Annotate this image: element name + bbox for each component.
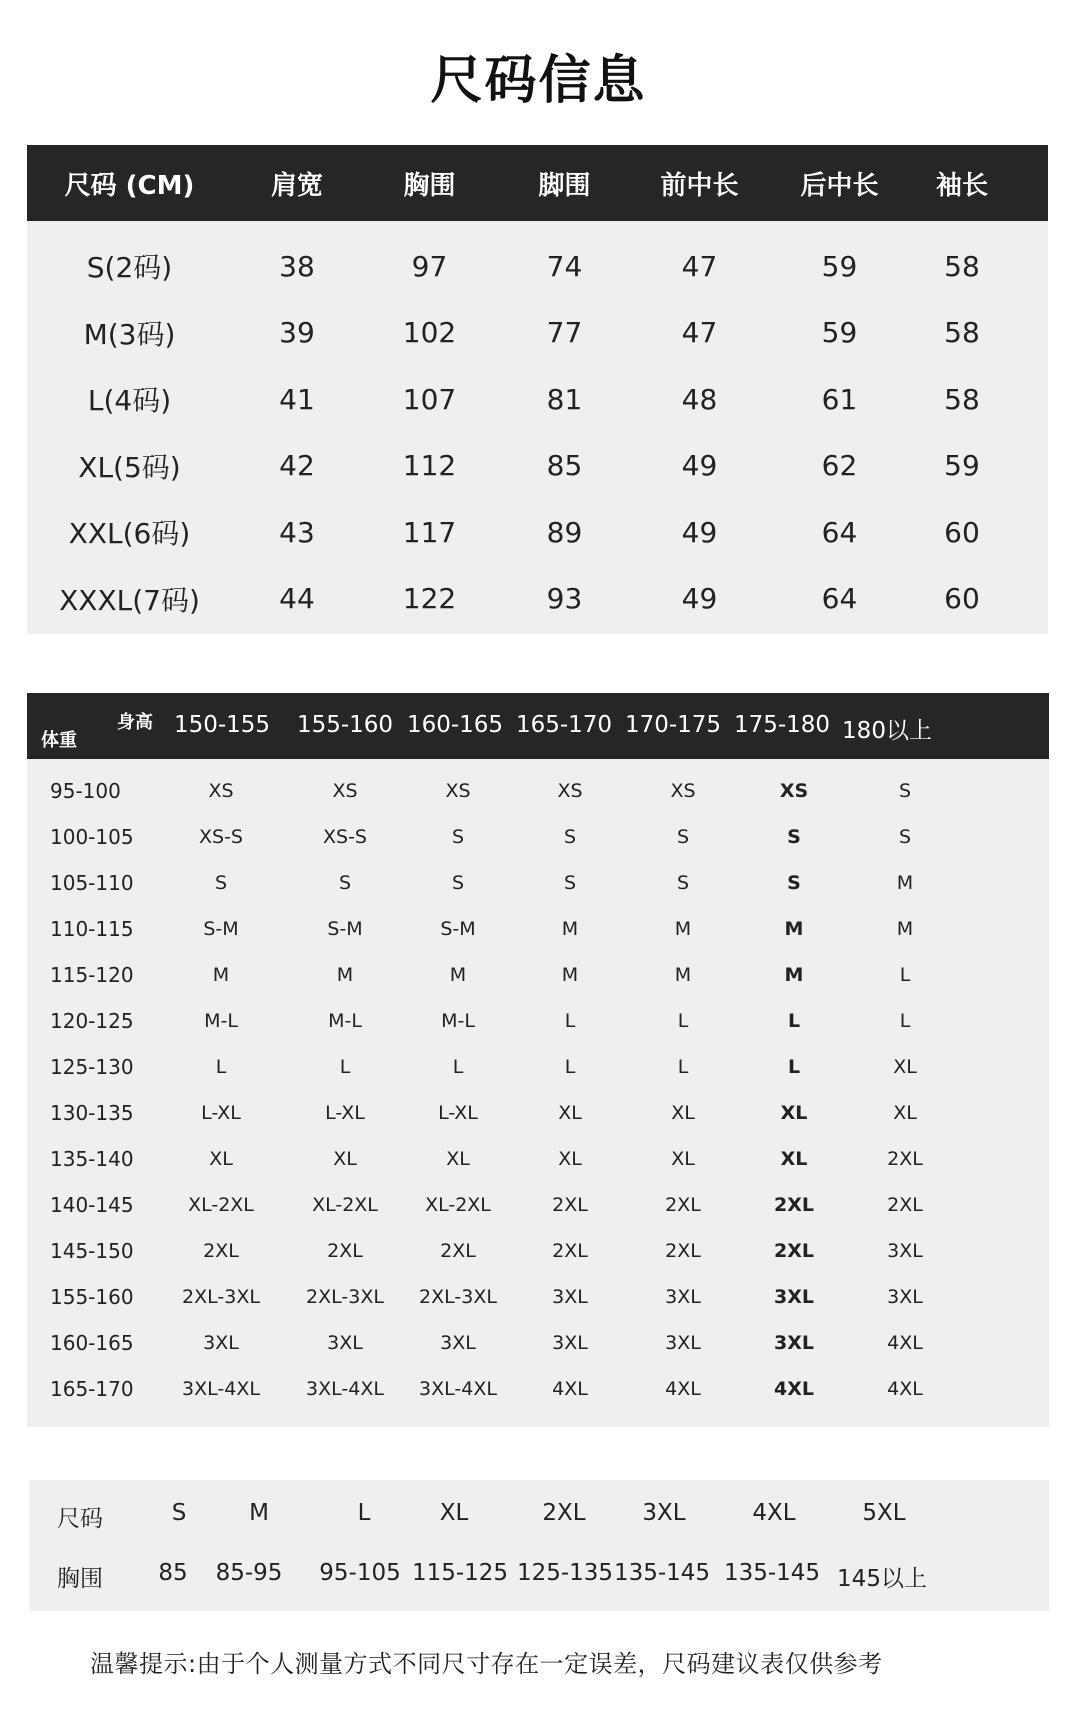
recommended-size-cell: XL <box>333 1148 357 1170</box>
measure-cell: 89 <box>546 515 583 549</box>
measure-cell: 74 <box>546 249 583 283</box>
recommended-size-cell: M-L <box>441 1010 475 1032</box>
chest-table-chest-row <box>29 1540 1049 1600</box>
recommended-size-cell: 3XL <box>887 1240 923 1262</box>
recommended-size-cell: 2XL <box>887 1148 923 1170</box>
weight-range-cell: 120-125 <box>50 1009 134 1033</box>
recommended-size-cell: 3XL <box>552 1332 588 1354</box>
recommended-size-cell: 2XL <box>203 1240 239 1262</box>
recommended-size-cell: M <box>896 872 914 894</box>
header-shoulder: 肩宽 <box>270 170 323 201</box>
measure-cell: 117 <box>402 515 457 549</box>
recommended-size-cell: 4XL <box>665 1378 701 1400</box>
recommended-size-cell: 4XL <box>887 1378 923 1400</box>
measure-cell: 60 <box>944 582 980 616</box>
size-cell: S(2码) <box>86 251 173 285</box>
header-hem: 脚围 <box>538 170 591 201</box>
measure-cell: 49 <box>681 582 718 616</box>
recommended-size-cell: XL <box>893 1056 917 1078</box>
size-cell: XL <box>439 1500 469 1526</box>
size-row-label: 尺码 <box>57 1506 103 1532</box>
recommended-size-cell: S-M <box>203 918 239 940</box>
measure-cell: 62 <box>821 449 858 483</box>
recommended-size-cell: M <box>561 964 579 986</box>
recommended-size-cell: XS-S <box>323 826 367 848</box>
recommended-size-cell: XS <box>332 780 358 802</box>
recommended-size-cell: L <box>899 1010 911 1032</box>
measure-cell: 44 <box>279 582 315 616</box>
size-cell: S <box>171 1500 187 1526</box>
measure-cell: 58 <box>944 316 980 350</box>
measure-cell: 59 <box>821 316 858 350</box>
size-cell: 3XL <box>642 1500 686 1526</box>
recommended-size-cell: S <box>676 872 690 894</box>
recommended-size-cell: L <box>787 1056 801 1078</box>
recommended-size-cell: L <box>452 1056 464 1078</box>
table-row <box>27 767 1049 813</box>
height-range-header: 160-165 <box>406 712 504 738</box>
recommended-size-cell: 2XL <box>327 1240 363 1262</box>
recommended-size-cell: M <box>784 964 804 986</box>
header-sleeve: 袖长 <box>935 170 988 201</box>
height-range-header: 175-180 <box>733 712 831 738</box>
recommended-size-cell: M-L <box>204 1010 238 1032</box>
size-cell: 4XL <box>752 1500 796 1526</box>
weight-range-cell: 95-100 <box>50 779 121 803</box>
recommended-size-cell: S <box>451 872 465 894</box>
chest-cell: 145以上 <box>837 1566 927 1592</box>
recommended-size-cell: L <box>677 1056 689 1078</box>
recommended-size-cell: XL-2XL <box>425 1194 491 1216</box>
recommended-size-cell: 3XL <box>327 1332 363 1354</box>
chest-cell: 85-95 <box>215 1560 283 1586</box>
recommended-size-cell: L <box>215 1056 227 1078</box>
recommended-size-cell: M <box>674 918 692 940</box>
chest-cell: 135-145 <box>723 1560 821 1586</box>
recommended-size-cell: 3XL <box>665 1286 701 1308</box>
chest-size-table <box>29 1480 1049 1611</box>
size-measurement-table <box>27 145 1048 634</box>
weight-range-cell: 135-140 <box>50 1147 134 1171</box>
recommended-size-cell: S <box>898 780 912 802</box>
recommended-size-cell: 2XL <box>552 1194 588 1216</box>
recommended-size-cell: L <box>787 1010 801 1032</box>
weight-range-cell: 130-135 <box>50 1101 134 1125</box>
recommended-size-cell: 3XL <box>440 1332 476 1354</box>
measure-cell: 77 <box>546 316 583 350</box>
measure-cell: 97 <box>411 249 448 283</box>
measure-cell: 81 <box>546 382 583 416</box>
recommended-size-cell: M <box>561 918 579 940</box>
table-row <box>27 1319 1049 1365</box>
table-row <box>27 433 1048 500</box>
recommended-size-cell: M-L <box>328 1010 362 1032</box>
measurement-table-body <box>27 221 1048 632</box>
weight-range-cell: 160-165 <box>50 1331 134 1355</box>
height-range-header: 170-175 <box>624 712 722 738</box>
measure-cell: 47 <box>681 316 718 350</box>
chest-cell: 135-145 <box>613 1560 711 1586</box>
recommended-size-cell: S-M <box>327 918 363 940</box>
recommended-size-cell: 2XL <box>887 1194 923 1216</box>
recommended-size-cell: S <box>898 826 912 848</box>
recommended-size-cell: L <box>564 1056 576 1078</box>
table-row <box>27 1181 1049 1227</box>
recommended-size-cell: XS-S <box>199 826 243 848</box>
recommended-size-cell: L <box>339 1056 351 1078</box>
recommended-size-cell: S <box>451 826 465 848</box>
measure-cell: 64 <box>821 582 858 616</box>
size-cell: XL(5码) <box>78 450 181 484</box>
weight-range-cell: 165-170 <box>50 1377 134 1401</box>
measure-cell: 107 <box>402 382 457 416</box>
recommended-size-cell: 2XL <box>774 1194 814 1216</box>
recommended-size-cell: M <box>674 964 692 986</box>
recommended-size-cell: S <box>338 872 352 894</box>
weight-range-cell: 115-120 <box>50 963 134 987</box>
recommended-size-cell: XL <box>209 1148 233 1170</box>
height-range-header: 150-155 <box>173 712 271 738</box>
size-cell: 2XL <box>542 1500 586 1526</box>
recommended-size-cell: 3XL <box>203 1332 239 1354</box>
header-back-length: 后中长 <box>800 170 879 201</box>
header-front-length: 前中长 <box>660 170 739 201</box>
table-row <box>27 905 1049 951</box>
size-cell: L <box>357 1500 371 1526</box>
table-row <box>27 1043 1049 1089</box>
recommended-size-cell: M <box>896 918 914 940</box>
recommended-size-cell: 2XL <box>774 1240 814 1262</box>
recommended-size-cell: L <box>899 964 911 986</box>
recommended-size-cell: 2XL-3XL <box>182 1286 260 1308</box>
recommended-size-cell: S <box>787 826 801 848</box>
header-chest: 胸围 <box>403 170 456 201</box>
size-cell: XXXL(7码) <box>59 583 200 617</box>
measure-cell: 60 <box>944 515 980 549</box>
height-range-header: 165-170 <box>515 712 613 738</box>
recommended-size-cell: 3XL-4XL <box>306 1378 384 1400</box>
weight-range-cell: 105-110 <box>50 871 134 895</box>
recommended-size-cell: 3XL-4XL <box>419 1378 497 1400</box>
measure-cell: 38 <box>279 249 315 283</box>
weight-range-cell: 155-160 <box>50 1285 134 1309</box>
table-row <box>27 366 1048 433</box>
measure-cell: 112 <box>402 449 457 483</box>
size-cell: 5XL <box>862 1500 906 1526</box>
recommended-size-cell: 3XL <box>887 1286 923 1308</box>
weight-range-cell: 145-150 <box>50 1239 134 1263</box>
height-weight-size-table <box>27 693 1049 1427</box>
recommended-size-cell: 4XL <box>552 1378 588 1400</box>
corner-height-label: 身高 <box>117 712 153 733</box>
disclaimer-note: 温馨提示:由于个人测量方式不同尺寸存在一定误差，尺码建议表仅供参考 <box>90 1650 883 1678</box>
table-row <box>27 951 1049 997</box>
measurement-table-header <box>27 145 1048 221</box>
recommended-size-cell: XL <box>446 1148 470 1170</box>
size-cell: L(4码) <box>87 384 172 418</box>
recommended-size-cell: 2XL-3XL <box>306 1286 384 1308</box>
recommended-size-cell: M <box>212 964 230 986</box>
recommended-size-cell: XS <box>670 780 696 802</box>
measure-cell: 39 <box>279 316 315 350</box>
height-range-header: 155-160 <box>296 712 394 738</box>
weight-range-cell: 110-115 <box>50 917 134 941</box>
size-cell: M <box>249 1500 269 1526</box>
table-row <box>27 997 1049 1043</box>
recommended-size-cell: L <box>564 1010 576 1032</box>
table-row <box>27 499 1048 566</box>
measure-cell: 41 <box>279 382 315 416</box>
recommended-size-cell: XL <box>558 1148 582 1170</box>
recommended-size-cell: XS <box>208 780 234 802</box>
recommended-size-cell: XS <box>779 780 809 802</box>
table-row <box>27 1365 1049 1411</box>
recommended-size-cell: XL <box>893 1102 917 1124</box>
recommended-size-cell: L-XL <box>438 1102 478 1124</box>
recommended-size-cell: 3XL <box>665 1332 701 1354</box>
corner-weight-label: 体重 <box>41 730 77 751</box>
measure-cell: 58 <box>944 382 980 416</box>
recommended-size-cell: 3XL-4XL <box>182 1378 260 1400</box>
recommended-size-cell: S <box>214 872 228 894</box>
recommended-size-cell: 2XL <box>552 1240 588 1262</box>
recommended-size-cell: XL <box>671 1148 695 1170</box>
recommended-size-cell: L <box>677 1010 689 1032</box>
measure-cell: 42 <box>279 449 315 483</box>
table-row <box>27 566 1048 633</box>
recommended-size-cell: XL-2XL <box>312 1194 378 1216</box>
table-row <box>27 859 1049 905</box>
measure-cell: 102 <box>402 316 457 350</box>
recommended-size-cell: S-M <box>440 918 476 940</box>
recommended-size-cell: XL <box>780 1148 808 1170</box>
recommended-size-cell: L-XL <box>325 1102 365 1124</box>
recommended-size-cell: M <box>449 964 467 986</box>
size-cell: XXL(6码) <box>68 517 191 551</box>
table-row <box>27 1227 1049 1273</box>
recommended-size-cell: 2XL <box>665 1194 701 1216</box>
recommended-size-cell: S <box>563 826 577 848</box>
weight-range-cell: 125-130 <box>50 1055 134 1079</box>
chest-cell: 115-125 <box>411 1560 509 1586</box>
recommended-size-cell: 2XL <box>665 1240 701 1262</box>
table-row <box>27 1135 1049 1181</box>
recommended-size-cell: S <box>787 872 801 894</box>
recommended-size-cell: XL-2XL <box>188 1194 254 1216</box>
recommended-size-cell: L-XL <box>201 1102 241 1124</box>
height-range-header: 180以上 <box>842 718 932 744</box>
measure-cell: 122 <box>402 582 457 616</box>
recommended-size-cell: 3XL <box>774 1286 814 1308</box>
chest-table-size-row <box>29 1480 1049 1540</box>
recommended-size-cell: M <box>336 964 354 986</box>
recommended-size-cell: S <box>676 826 690 848</box>
chest-cell: 85 <box>158 1560 188 1586</box>
chest-row-label: 胸围 <box>57 1566 103 1592</box>
header-size: 尺码 (CM) <box>64 170 195 201</box>
table-row <box>27 233 1048 300</box>
chest-cell: 125-135 <box>516 1560 614 1586</box>
measure-cell: 59 <box>821 249 858 283</box>
recommended-size-cell: 3XL <box>552 1286 588 1308</box>
measure-cell: 85 <box>546 449 583 483</box>
recommended-size-cell: XL <box>671 1102 695 1124</box>
recommended-size-cell: 4XL <box>887 1332 923 1354</box>
weight-range-cell: 140-145 <box>50 1193 134 1217</box>
recommended-size-cell: M <box>784 918 804 940</box>
size-cell: M(3码) <box>83 317 176 351</box>
measure-cell: 49 <box>681 515 718 549</box>
recommended-size-cell: 4XL <box>774 1378 814 1400</box>
recommended-size-cell: 3XL <box>774 1332 814 1354</box>
page-title: 尺码信息 <box>430 51 647 111</box>
table-row <box>27 300 1048 367</box>
measure-cell: 64 <box>821 515 858 549</box>
recommended-size-cell: XL <box>558 1102 582 1124</box>
table-row <box>27 1089 1049 1135</box>
chest-cell: 95-105 <box>319 1560 401 1586</box>
measure-cell: 61 <box>821 382 858 416</box>
recommended-size-cell: 2XL-3XL <box>419 1286 497 1308</box>
measure-cell: 59 <box>944 449 980 483</box>
recommended-size-cell: XL <box>780 1102 808 1124</box>
fit-table-body <box>27 759 1049 1411</box>
recommended-size-cell: 2XL <box>440 1240 476 1262</box>
recommended-size-cell: S <box>563 872 577 894</box>
fit-table-header <box>27 693 1049 759</box>
measure-cell: 47 <box>681 249 718 283</box>
measure-cell: 58 <box>944 249 980 283</box>
recommended-size-cell: XS <box>557 780 583 802</box>
measure-cell: 43 <box>279 515 315 549</box>
measure-cell: 93 <box>546 582 583 616</box>
table-row <box>27 1273 1049 1319</box>
weight-range-cell: 100-105 <box>50 825 134 849</box>
recommended-size-cell: XS <box>445 780 471 802</box>
measure-cell: 48 <box>681 382 718 416</box>
measure-cell: 49 <box>681 449 718 483</box>
table-row <box>27 813 1049 859</box>
